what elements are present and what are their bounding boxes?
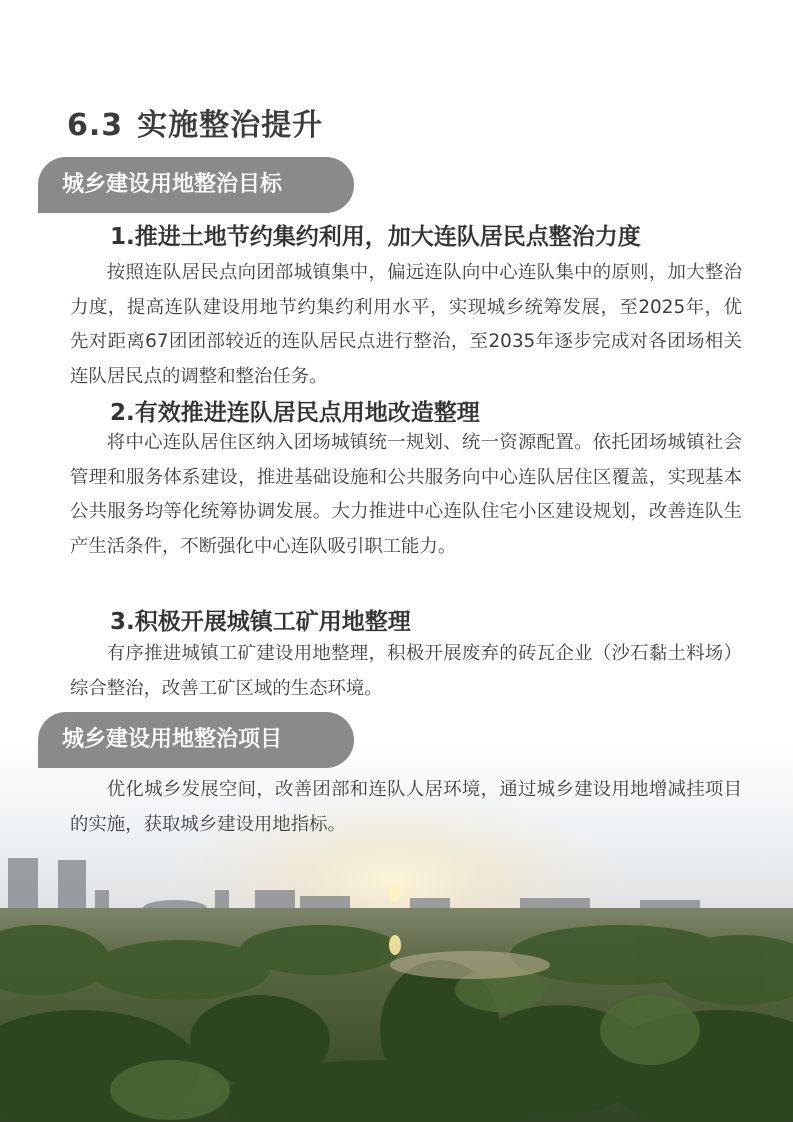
goals-banner: 城乡建设用地整治目标 xyxy=(38,157,354,213)
projects-text: 优化城乡发展空间，改善团部和连队人居环境，通过城乡建设用地增减挂项目的实施，获取城乡建设用地指标。 xyxy=(70,779,742,835)
projects-banner: 城乡建设用地整治项目 xyxy=(38,712,354,768)
section-title xyxy=(67,100,323,144)
item-3-heading: 3.积极开展城镇工矿用地整理 xyxy=(110,609,411,635)
item-1-heading: 1.推进土地节约集约利用，加大连队居民点整治力度 xyxy=(110,224,641,250)
item-2-text: 将中心连队居住区纳入团场城镇统一规划、统一资源配置。依托团场城镇社会管理和服务体系建设，推进基础设施和公共服务向中心连队居住区覆盖，实现基本公共服务均等化统筹协调发展。大力推进中心连队住宅小区建设规划，改善连队生产生活条件，不断强化中心连队吸引职工能力。 xyxy=(70,432,742,557)
item-1-text: 按照连队居民点向团部城镇集中，偏远连队向中心连队集中的原则，加大整治力度，提高连队建设用地节约集约利用水平，实现城乡统筹发展，至2025年，优先对距离67团团部较近的连队居民点进行整治，至2035年逐步完成对各团场相关连队居民点的调整和整治任务。 xyxy=(70,262,742,387)
item-2-heading: 2.有效推进连队居民点用地改造整理 xyxy=(110,400,480,426)
item-3-text: 有序推进城镇工矿建设用地整理，积极开展废弃的砖瓦企业（沙石黏土料场）综合整治，改善工矿区域的生态环境。 xyxy=(70,643,742,699)
section-title-text: 实施整治提升 xyxy=(137,108,324,143)
section-number: 6.3 xyxy=(67,108,124,143)
